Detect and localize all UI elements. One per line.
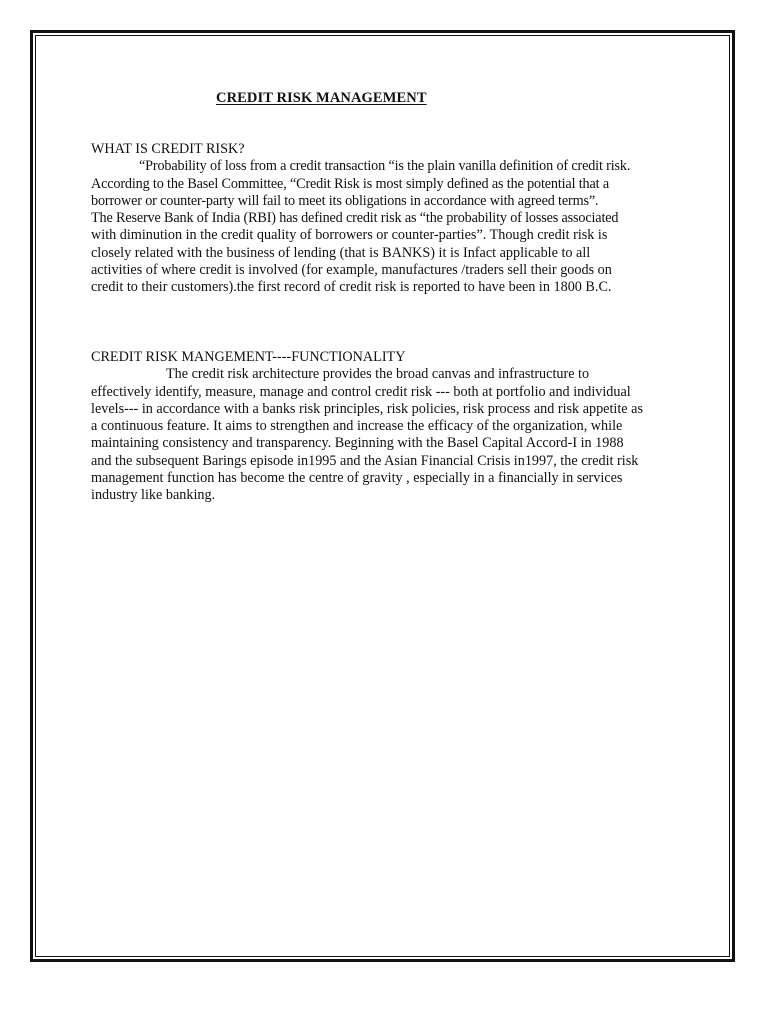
paragraph-line: levels--- in accordance with a banks risk principles, risk policies, risk process and risk appetite as	[91, 400, 643, 417]
paragraph-line: closely related with the business of lending (that is BANKS) it is Infact applicable to all	[91, 244, 591, 261]
paragraph-line: activities of where credit is involved (for example, manufactures /traders sell their goods on	[91, 262, 612, 279]
paragraph-line: with diminution in the credit quality of borrowers or counter-parties”. Though credit risk is	[91, 227, 608, 244]
section-credit-risk-management-functionality	[91, 349, 691, 505]
paragraph-line: “Probability of loss from a credit transaction “is the plain vanilla definition of credit risk.	[139, 158, 631, 175]
paragraph-line: borrower or counter-party will fail to meet its obligations in accordance with agreed terms”.	[91, 192, 599, 209]
paragraph-line: The Reserve Bank of India (RBI) has defined credit risk as “the probability of losses associated	[91, 210, 619, 227]
paragraph-line: According to the Basel Committee, “Credit Risk is most simply defined as the potential that a	[91, 175, 609, 192]
paragraph-line: credit to their customers).the first record of credit risk is reported to have been in 1800 B.C.	[91, 279, 612, 296]
paragraph-line: and the subsequent Barings episode in1995 and the Asian Financial Crisis in1997, the credit risk	[91, 452, 639, 469]
document-title: CREDIT RISK MANAGEMENT	[216, 90, 427, 106]
section-what-is-credit-risk	[91, 141, 691, 297]
section-heading: WHAT IS CREDIT RISK?	[91, 141, 245, 157]
section-heading: CREDIT RISK MANGEMENT----FUNCTIONALITY	[91, 349, 406, 365]
paragraph-line: effectively identify, measure, manage and control credit risk --- both at portfolio and individual	[91, 383, 631, 400]
paragraph-line: a continuous feature. It aims to strengthen and increase the efficacy of the organization, while	[91, 418, 623, 435]
paragraph-line: maintaining consistency and transparency. Beginning with the Basel Capital Accord-I in 1988	[91, 435, 624, 452]
paragraph-line: management function has become the centre of gravity , especially in a financially in services	[91, 470, 623, 487]
paragraph-line: The credit risk architecture provides the broad canvas and infrastructure to	[166, 366, 590, 383]
paragraph-line: industry like banking.	[91, 487, 216, 504]
